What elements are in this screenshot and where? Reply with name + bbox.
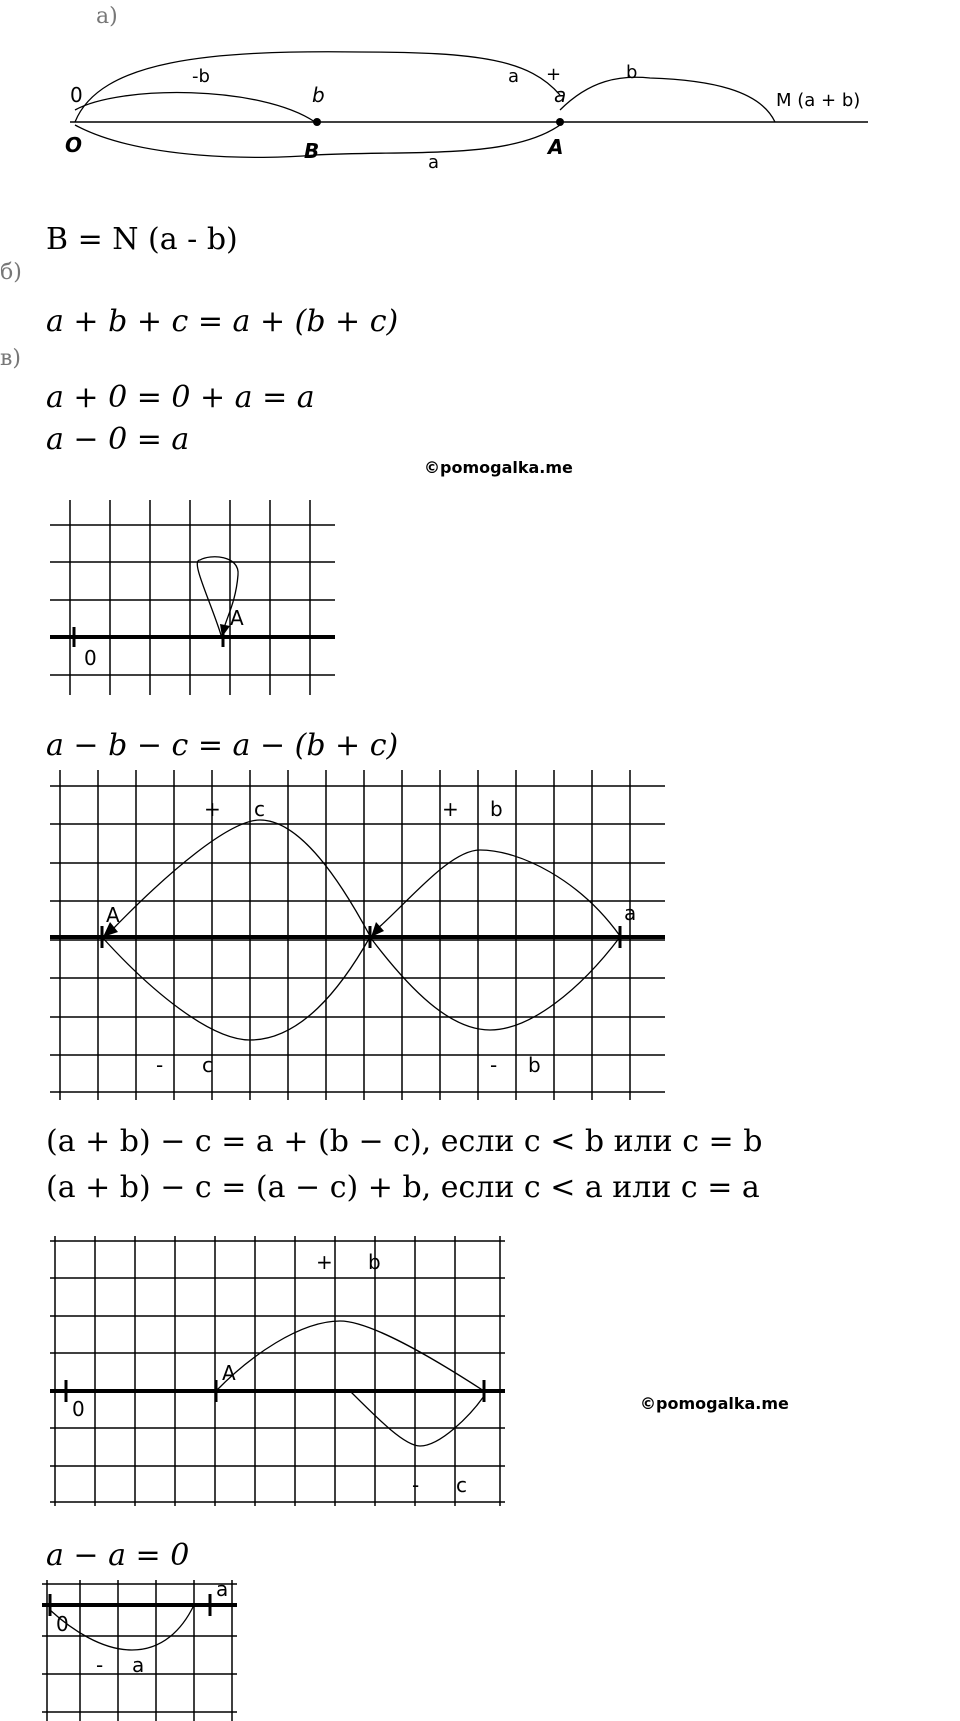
grid4-zero-label: 0 [56,1612,69,1636]
grid2-a-label: a [624,901,637,925]
grid3-plus-label: + [316,1250,333,1274]
grid3-A-label: A [222,1361,236,1385]
watermark-1: ©pomogalka.me [424,458,573,477]
diagram-a-top-label: a [508,66,520,87]
equation-a-minus-zero: a − 0 = a [46,422,190,457]
grid2-minus2-label: - [490,1053,498,1077]
grid2-b1-label: b [490,797,503,821]
grid3-b-label: b [368,1250,381,1274]
grid2-c2-label: c [202,1053,213,1077]
grid4-a-top-label: a [216,1577,229,1601]
grid2-minus1-label: - [156,1053,164,1077]
grid-diagram-4 [42,1577,242,1721]
grid-diagram-2 [50,770,670,1100]
section-v-label: в) [0,346,21,371]
diagram-A-label: A [548,135,564,159]
diagram-B-label: B [304,139,320,163]
section-a-equation: B = N (a - b) [46,222,238,257]
diagram-b-top-label: b [312,83,325,107]
section-b-equation: a + b + c = a + (b + c) [46,304,399,339]
grid2-plus1-label: + [204,797,221,821]
diagram-a-bottom-label: a [428,152,440,173]
grid3-zero-label: 0 [72,1397,85,1421]
equation-assoc-2: (a + b) − c = (a − c) + b, если c < a или c = a [46,1170,760,1205]
grid1-A-label: A [230,606,244,630]
number-line-diagram-a [60,40,880,190]
grid2-A-label: A [106,903,120,927]
diagram-zero-label: 0 [70,83,83,107]
watermark-2: ©pomogalka.me [640,1394,789,1413]
equation-a-minus-b-minus-c: a − b − c = a − (b + c) [46,728,399,763]
grid1-zero-label: 0 [84,646,97,670]
diagram-b-right-label: b [626,62,638,83]
equation-assoc-1: (a + b) − c = a + (b − c), если c < b или c = b [46,1124,763,1159]
diagram-neg-b-label: -b [192,66,210,87]
diagram-m-label: M (a + b) [776,90,861,111]
section-b-label: б) [0,260,22,285]
diagram-a-italic-label: a [554,83,567,107]
grid2-c1-label: c [254,797,265,821]
grid2-b2-label: b [528,1053,541,1077]
equation-a-plus-zero: a + 0 = 0 + a = a [46,380,315,415]
grid-diagram-1 [50,500,340,700]
grid2-plus2-label: + [442,797,459,821]
section-a-label: а) [96,4,118,29]
equation-a-minus-a: a − a = 0 [46,1538,190,1573]
grid-diagram-3 [50,1236,510,1506]
grid4-a-bottom-label: a [132,1653,145,1677]
diagram-O-label: O [65,133,83,157]
diagram-plus-label: + [546,64,562,85]
grid3-minus-label: - [412,1473,420,1497]
grid3-c-label: c [456,1473,467,1497]
grid4-minus-label: - [96,1653,104,1677]
